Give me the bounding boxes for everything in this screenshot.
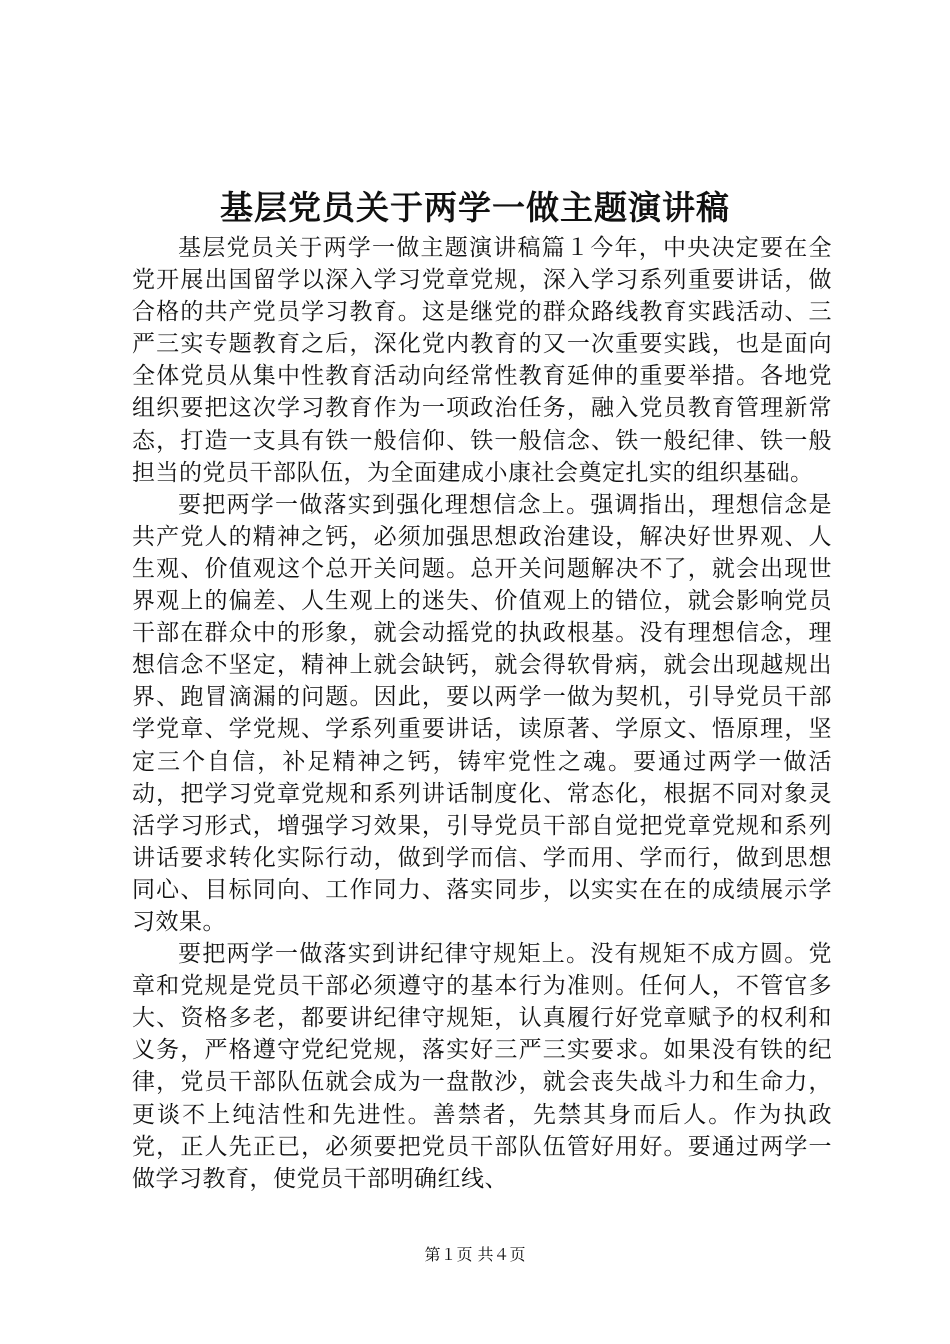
paragraph-3: 要把两学一做落实到讲纪律守规矩上。没有规矩不成方圆。党章和党规是党员干部必须遵守的基本行为准则。任何人，不管官多大、资格多老，都要讲纪律守规矩，认真履行好党章赋予的权利和义务，严格遵守党纪党规，落实好三严三实要求。如果没有铁的纪律，党员干部队伍就会成为一盘散沙，就会丧失战斗力和生命力，更谈不上纯洁性和先进性。善禁者，先禁其身而后人。作为执政党，正人先正已，必须要把党员干部队伍管好用好。要通过两学一做学习教育，使党员干部明确红线、 bbox=[132, 941, 832, 1192]
paragraph-2: 要把两学一做落实到强化理想信念上。强调指出，理想信念是共产党人的精神之钙，必须加强思想政治建设，解决好世界观、人生观、价值观这个总开关问题。总开关问题解决不了，就会出现世界观上的偏差、人生观上的迷失、价值观上的错位，就会影响党员干部在群众中的形象，就会动摇党的执政根基。没有理想信念，理想信念不坚定，精神上就会缺钙，就会得软骨病，就会出现越规出界、跑冒滴漏的问题。因此，要以两学一做为契机，引导党员干部学党章、学党规、学系列重要讲话，读原著、学原文、悟原理，坚定三个自信，补足精神之钙，铸牢党性之魂。要通过两学一做活动，把学习党章党规和系列讲话制度化、常态化，根据不同对象灵活学习形式，增强学习效果，引导党员干部自觉把党章党规和系列讲话要求转化实际行动，做到学而信、学而用、学而行，做到思想同心、目标同向、工作同力、落实同步，以实实在在的成绩展示学习效果。 bbox=[132, 491, 832, 935]
document-title: 基层党员关于两学一做主题演讲稿 bbox=[220, 188, 730, 227]
page-footer: 第１页 共４页 bbox=[424, 1245, 526, 1264]
document-body bbox=[132, 232, 832, 1195]
paragraph-1: 基层党员关于两学一做主题演讲稿篇１今年，中央决定要在全党开展出国留学以深入学习党章党规，深入学习系列重要讲话，做合格的共产党员学习教育。这是继党的群众路线教育实践活动、三严三实专题教育之后，深化党内教育的又一次重要实践，也是面向全体党员从集中性教育活动向经常性教育延伸的重要举措。各地党组织要把这次学习教育作为一项政治任务，融入党员教育管理新常态，打造一支具有铁一般信仰、铁一般信念、铁一般纪律、铁一般担当的党员干部队伍，为全面建成小康社会奠定扎实的组织基础。 bbox=[132, 235, 832, 486]
